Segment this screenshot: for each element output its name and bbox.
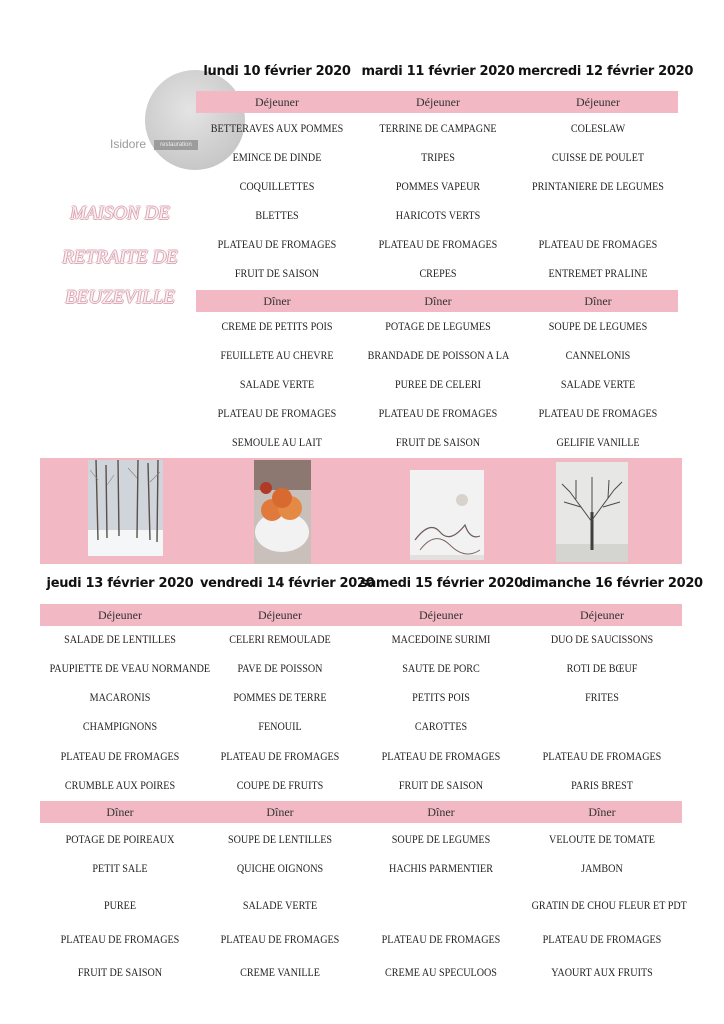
lunch-dish: BETTERAVES AUX POMMES [210, 123, 344, 135]
lunch-dish: ROTI DE BŒUF [566, 663, 638, 675]
lunch-label: Déjeuner [576, 95, 620, 109]
lunch-dish: CRUMBLE AUX POIRES [64, 780, 176, 792]
dinner-dish: VELOUTE DE TOMATE [549, 834, 655, 846]
lunch-dish: BLETTES [255, 210, 299, 222]
lunch-label: Déjeuner [258, 608, 302, 622]
logo-brand: Isidore [110, 137, 147, 151]
dinner-dish: PLATEAU DE FROMAGES [378, 408, 498, 420]
dinner-label: Dîner [427, 805, 455, 819]
lunch-dish: PAUPIETTE DE VEAU NORMANDE [49, 663, 211, 675]
lunch-dish: PLATEAU DE FROMAGES [542, 751, 662, 763]
dinner-dish: PETIT SALE [92, 863, 148, 875]
day-heading: samedi 15 février 2020 [360, 576, 523, 591]
lunch-dish: CAROTTES [414, 721, 468, 733]
lunch-label: Déjeuner [419, 608, 463, 622]
dinner-dish: JAMBON [581, 863, 623, 875]
dinner-label: Dîner [424, 294, 452, 308]
dinner-dish: PLATEAU DE FROMAGES [60, 934, 180, 946]
winter-tree-photo [556, 462, 628, 562]
lunch-dish: PAVE DE POISSON [237, 663, 323, 675]
lunch-dish: PLATEAU DE FROMAGES [60, 751, 180, 763]
dinner-dish: QUICHE OIGNONS [236, 863, 324, 875]
dinner-dish: SOUPE DE LEGUMES [391, 834, 491, 846]
dinner-dish: SOUPE DE LENTILLES [227, 834, 333, 846]
lunch-dish: PRINTANIERE DE LEGUMES [532, 181, 664, 193]
lunch-dish: CHAMPIGNONS [82, 721, 158, 733]
dinner-label: Dîner [266, 805, 294, 819]
lunch-dish: POMMES DE TERRE [233, 692, 327, 704]
lunch-label: Déjeuner [580, 608, 624, 622]
lunch-dish: COQUILLETTES [239, 181, 315, 193]
lunch-dish: SAUTE DE PORC [402, 663, 480, 675]
lunch-label: Déjeuner [98, 608, 142, 622]
lunch-dish: CREPES [419, 268, 457, 280]
dinner-dish: FRUIT DE SAISON [77, 967, 163, 979]
lunch-dish: COUPE DE FRUITS [236, 780, 324, 792]
lunch-dish: TRIPES [421, 152, 455, 164]
day-heading: mardi 11 février 2020 [361, 64, 515, 79]
lunch-dish: COLESLAW [570, 123, 626, 135]
lunch-dish: PETITS POIS [412, 692, 470, 704]
day-heading: lundi 10 février 2020 [203, 64, 351, 79]
lunch-dish: HARICOTS VERTS [395, 210, 481, 222]
dinner-dish: PLATEAU DE FROMAGES [220, 934, 340, 946]
dinner-dish: SALADE VERTE [242, 900, 318, 912]
home-title-line-1: MAISON DE [70, 203, 170, 224]
dinner-dish: GELIFIE VANILLE [556, 437, 640, 449]
lunch-dish: FRITES [585, 692, 619, 704]
day-heading: mercredi 12 février 2020 [518, 64, 694, 79]
dinner-dish: PLATEAU DE FROMAGES [381, 934, 501, 946]
day-heading: jeudi 13 février 2020 [46, 576, 194, 591]
dinner-dish: HACHIS PARMENTIER [389, 863, 493, 875]
dinner-dish: PLATEAU DE FROMAGES [217, 408, 337, 420]
dinner-dish: BRANDADE DE POISSON A LA [367, 350, 510, 362]
lunch-dish: FENOUIL [258, 721, 302, 733]
lunch-dish: FRUIT DE SAISON [398, 780, 484, 792]
dinner-dish: YAOURT AUX FRUITS [551, 967, 653, 979]
dinner-dish: CREME DE PETITS POIS [221, 321, 333, 333]
lunch-dish: MACEDOINE SURIMI [391, 634, 491, 646]
day-heading: dimanche 16 février 2020 [522, 576, 703, 591]
home-title-line-3: BEUZEVILLE [65, 287, 175, 308]
lunch-dish: TERRINE DE CAMPAGNE [379, 123, 497, 135]
lunch-dish: FRUIT DE SAISON [234, 268, 320, 280]
dinner-dish: POTAGE DE POIREAUX [65, 834, 175, 846]
dinner-dish: PLATEAU DE FROMAGES [542, 934, 662, 946]
dinner-dish: SALADE VERTE [560, 379, 636, 391]
dinner-label: Dîner [263, 294, 291, 308]
dinner-label: Dîner [584, 294, 612, 308]
dinner-dish: FEUILLETE AU CHEVRE [220, 350, 334, 362]
dinner-dish: SEMOULE AU LAIT [232, 437, 322, 449]
lunch-label: Déjeuner [416, 95, 460, 109]
lunch-dish: SALADE DE LENTILLES [64, 634, 176, 646]
lunch-dish: DUO DE SAUCISSONS [550, 634, 654, 646]
lunch-dish: PLATEAU DE FROMAGES [220, 751, 340, 763]
dinner-dish: SALADE VERTE [239, 379, 315, 391]
snowy-forest-photo [88, 460, 163, 556]
lunch-dish: PLATEAU DE FROMAGES [381, 751, 501, 763]
dinner-dish: PUREE DE CELERI [394, 379, 482, 391]
dinner-dish: PLATEAU DE FROMAGES [538, 408, 658, 420]
dinner-dish: FRUIT DE SAISON [395, 437, 481, 449]
dinner-dish: POTAGE DE LEGUMES [385, 321, 491, 333]
dinner-dish: CREME VANILLE [240, 967, 320, 979]
dinner-dish: PUREE [103, 900, 137, 912]
lunch-dish: PLATEAU DE FROMAGES [378, 239, 498, 251]
lunch-dish: CUISSE DE POULET [551, 152, 645, 164]
dinner-dish: SOUPE DE LEGUMES [548, 321, 648, 333]
dinner-dish: CANNELONIS [565, 350, 631, 362]
dinner-label: Dîner [106, 805, 134, 819]
lunch-dish: MACARONIS [89, 692, 151, 704]
dinner-label: Dîner [588, 805, 616, 819]
lunch-dish: PARIS BREST [571, 780, 633, 792]
fruit-bowl-photo [254, 460, 311, 564]
lunch-dish: PLATEAU DE FROMAGES [538, 239, 658, 251]
dinner-dish: CREME AU SPECULOOS [385, 967, 497, 979]
lunch-dish: PLATEAU DE FROMAGES [217, 239, 337, 251]
lunch-dish: CELERI REMOULADE [229, 634, 331, 646]
home-title-line-2: RETRAITE DE [62, 247, 178, 268]
dinner-dish: GRATIN DE CHOU FLEUR ET PDT [531, 900, 687, 912]
lunch-dish: POMMES VAPEUR [395, 181, 481, 193]
lunch-dish: EMINCE DE DINDE [232, 152, 322, 164]
day-heading: vendredi 14 février 2020 [200, 576, 375, 591]
frosted-branch-photo [410, 470, 484, 560]
logo-sub: restauration [154, 140, 198, 150]
lunch-dish: ENTREMET PRALINE [548, 268, 648, 280]
lunch-label: Déjeuner [255, 95, 299, 109]
